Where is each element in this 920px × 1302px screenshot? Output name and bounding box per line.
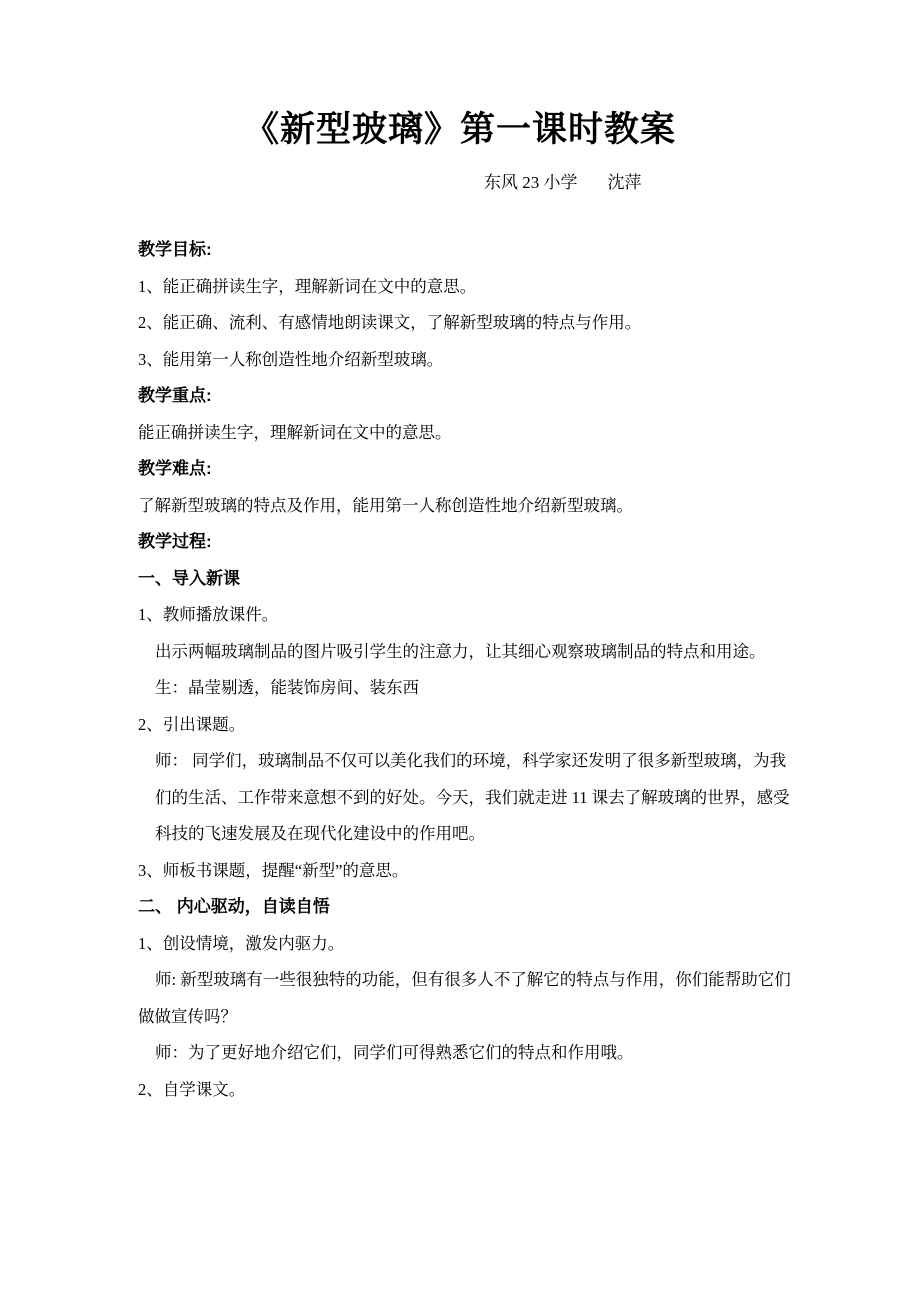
step-1-play-courseware: 1、教师播放课件。 bbox=[138, 605, 279, 624]
step-2-self-study: 2、自学课文。 bbox=[138, 1079, 246, 1099]
step-2-introduce-topic: 2、引出课题。 bbox=[138, 714, 246, 734]
teaching-focus-text: 能正确拼读生字，理解新词在文中的意思。 bbox=[138, 422, 452, 442]
teacher-speech-line-1: 师： 同学们，玻璃制品不仅可以美化我们的环境，科学家还发明了很多新型玻璃，为我 bbox=[155, 751, 787, 770]
step-1-detail: 出示两幅玻璃制品的图片吸引学生的注意力，让其细心观察玻璃制品的特点和用途。 bbox=[155, 641, 766, 661]
step-1-create-situation: 1、创设情境，激发内驱力。 bbox=[138, 933, 345, 953]
heading-section-1: 一、导入新课 bbox=[138, 568, 240, 588]
teacher-speech-2-line-1: 师: 新型玻璃有一些很独特的功能，但有很多人不了解它的特点与作用，你们能帮助它们 bbox=[155, 970, 791, 989]
objective-item-1: 1、能正确拼读生字，理解新词在文中的意思。 bbox=[138, 276, 477, 296]
heading-teaching-difficulty: 教学难点: bbox=[138, 459, 212, 478]
document-body bbox=[138, 232, 818, 1108]
teacher-speech-line-2: 们的生活、工作带来意想不到的好处。今天，我们就走进 11 课去了解玻璃的世界，感受 bbox=[155, 787, 790, 807]
document-title: 《新型玻璃》第一课时教案 bbox=[243, 110, 676, 149]
heading-section-2: 二、 内心驱动，自读自悟 bbox=[138, 897, 330, 916]
student-response: 生：晶莹剔透，能装饰房间、装东西 bbox=[155, 678, 419, 697]
byline bbox=[484, 168, 642, 193]
step-3-board-topic: 3、师板书课题，提醒“新型”的意思。 bbox=[138, 860, 409, 880]
heading-teaching-process: 教学过程: bbox=[138, 532, 212, 551]
objective-item-3: 3、能用第一人称创造性地介绍新型玻璃。 bbox=[138, 349, 444, 369]
teacher-speech-line-3: 科技的飞速发展及在现代化建设中的作用吧。 bbox=[155, 824, 485, 843]
objective-item-2: 2、能正确、流利、有感情地朗读课文，了解新型玻璃的特点与作用。 bbox=[138, 313, 642, 332]
byline-teacher: 沈萍 bbox=[607, 173, 642, 192]
heading-teaching-focus: 教学重点: bbox=[138, 386, 212, 405]
heading-teaching-objectives: 教学目标: bbox=[138, 240, 212, 259]
teacher-speech-2-line-2: 做做宣传吗？ bbox=[138, 1006, 237, 1026]
byline-school: 东风 23 小学 bbox=[484, 173, 578, 192]
teacher-speech-3: 师：为了更好地介绍它们，同学们可得熟悉它们的特点和作用哦。 bbox=[155, 1043, 634, 1062]
teaching-difficulty-text: 了解新型玻璃的特点及作用，能用第一人称创造性地介绍新型玻璃。 bbox=[138, 495, 633, 515]
